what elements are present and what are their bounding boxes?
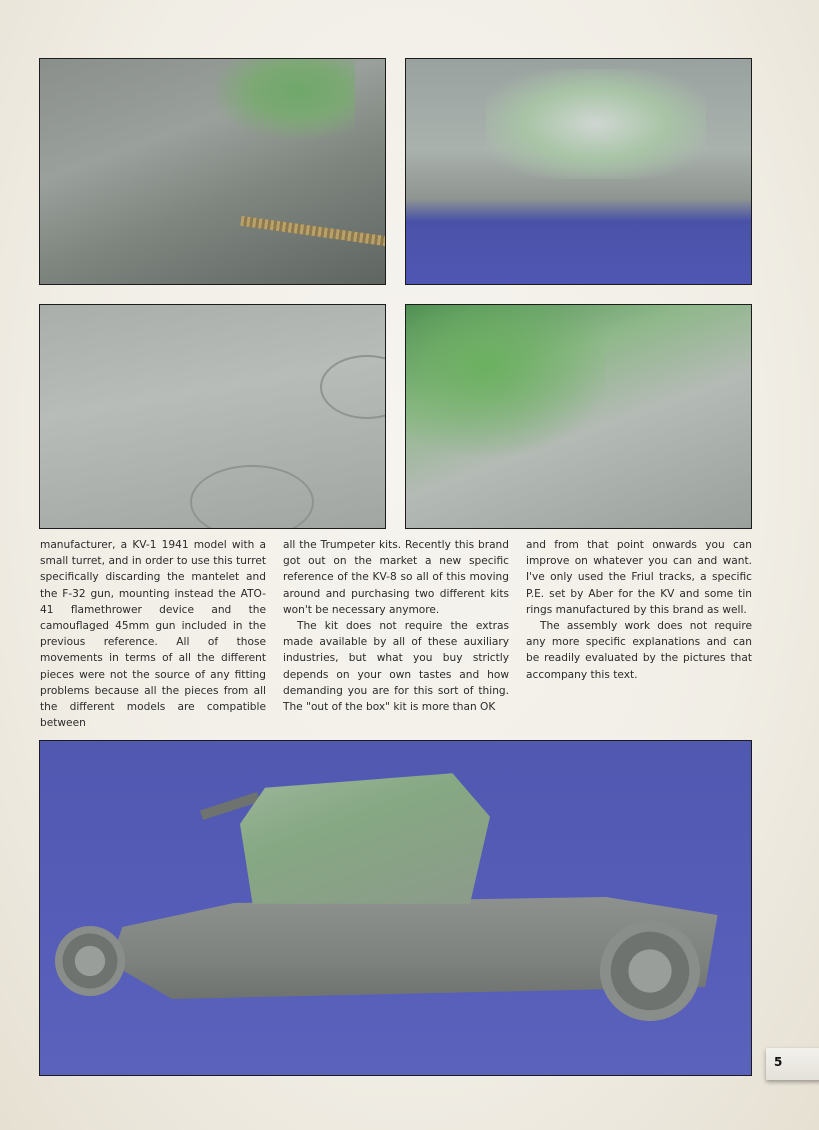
article-column-3 xyxy=(526,537,752,683)
paragraph: manufacturer, a KV-1 1941 model with a small turret, and in order to use this turret specifically discarding the mantelet and the F-32 gun, mounting instead the ATO-41 flamethrower device and the camouflaged 45mm gun included in the previous reference. All of those movements in terms of all the different pieces were not the source of any fitting problems because all the pieces from all the different models are compatible between xyxy=(40,539,266,730)
photo-detail-turret-side xyxy=(405,304,752,529)
photo-finished-model xyxy=(39,740,752,1076)
paragraph: The assembly work does not require any more specific explanations and can be readily evaluated by the pictures that accompany this text. xyxy=(526,620,752,681)
paragraph: and from that point onwards you can improve on whatever you can and want. I've only used the Friul tracks, a specific P.E. set by Aber for the KV and some tin rings manufactured by this brand as well. xyxy=(526,539,752,616)
deck-hatch xyxy=(190,465,314,529)
article-column-2 xyxy=(283,537,509,715)
paragraph: The kit does not require the extras made available by all of these auxiliary industries, but what you buy strictly depends on your own tastes and how demanding you are for this sort of thing. The "out of the box" kit is more than OK xyxy=(283,620,509,714)
tank-turret xyxy=(240,766,490,911)
page-number: 5 xyxy=(774,1055,783,1069)
article-column-1 xyxy=(40,537,266,731)
photo-detail-cable-hook xyxy=(39,58,386,285)
page-number-tab xyxy=(766,1048,819,1080)
camo-patch xyxy=(406,305,606,455)
drive-sprocket xyxy=(600,921,700,1021)
photo-detail-rear-hull xyxy=(405,58,752,285)
camo-patch xyxy=(215,59,355,139)
idler-wheel xyxy=(55,926,125,996)
photo-detail-engine-deck xyxy=(39,304,386,529)
tow-cable xyxy=(240,216,386,252)
paragraph: all the Trumpeter kits. Recently this brand got out on the market a new specific reference of the KV-8 so all of this moving around and purchasing two different kits won't be necessary anymore. xyxy=(283,539,509,616)
weathering-patch xyxy=(486,69,706,179)
deck-hatch xyxy=(320,355,386,419)
